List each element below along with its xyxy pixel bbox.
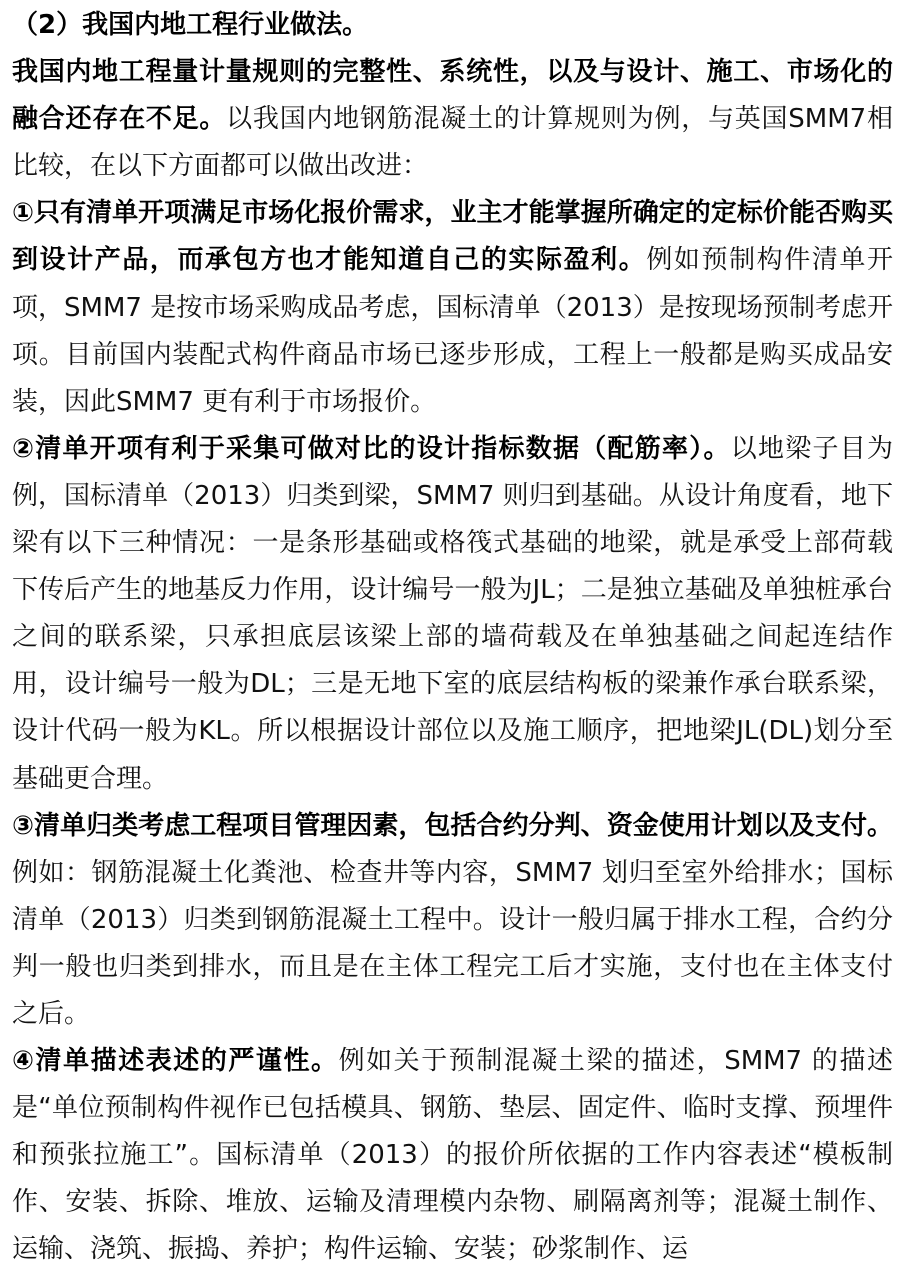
intro-body-text: 以我国内地钢筋混凝土的计算规则为例，与英国SMM7相比较，在以下方面都可以做出改进： [12,104,893,182]
item-4-bold-text: ④清单描述表述的严谨性。 [12,1046,339,1077]
item-1-bold-text: ①只有清单开项满足市场化报价需求，业主才能掌握所确定的定标价能否购买到设计产品，而承包方也才能知道自己的实际盈利。 [12,198,893,276]
section-heading: （2）我国内地工程行业做法。 [12,10,369,40]
intro-bold-text: 我国内地工程量计量规则的完整性、系统性，以及与设计、施工、市场化的融合还存在不足。 [12,57,893,135]
item-paragraph-4 [12,1038,893,1266]
item-1-body-text: 例如预制构件清单开项，SMM7 是按市场采购成品考虑，国标清单（2013）是按现场预制考虑开项。目前国内装配式构件商品市场已逐步形成，工程上一般都是购买成品安装，因此SMM7 更有利于市场报价。 [12,245,893,417]
item-paragraph-1 [12,190,893,425]
item-3-body-text: 例如：钢筋混凝土化粪池、检查井等内容，SMM7 划归至室外给排水；国标清单（2013）归类到钢筋混凝土工程中。设计一般归属于排水工程，合约分判一般也归类到排水，而且是在主体工程完工后才实施，支付也在主体支付之后。 [12,857,893,1029]
item-2-body-text: 以地梁子目为例，国标清单（2013）归类到梁，SMM7 则归到基础。从设计角度看，地下梁有以下三种情况：一是条形基础或格筏式基础的地梁，就是承受上部荷载下传后产生的地基反力作用，设计编号一般为JL；二是独立基础及单独桩承台之间的联系梁，只承担底层该梁上部的墙荷载及在单独基础之间起连结作用，设计编号一般为DL；三是无地下室的底层结构板的梁兼作承台联系梁，设计代码一般为KL。所以根据设计部位以及施工顺序，把地梁JL(DL)划分至基础更合理。 [12,433,893,794]
item-paragraph-3 [12,803,893,1038]
item-paragraph-2 [12,426,893,803]
intro-paragraph [12,49,893,190]
item-4-body-text: 例如关于预制混凝土梁的描述，SMM7 的描述是“单位预制构件视作已包括模具、钢筋、垫层、固定件、临时支撑、预埋件和预张拉施工”。国标清单（2013）的报价所依据的工作内容表述“模板制作、安装、拆除、堆放、运输及清理模内杂物、刷隔离剂等；混凝土制作、运输、浇筑、振捣、养护；构件运输、安装；砂浆制作、运 [12,1046,893,1265]
item-2-bold-text: ②清单开项有利于采集可做对比的设计指标数据（配筋率）。 [12,433,731,464]
item-3-bold-text: ③清单归类考虑工程项目管理因素，包括合约分判、资金使用计划以及支付。 [12,810,893,841]
